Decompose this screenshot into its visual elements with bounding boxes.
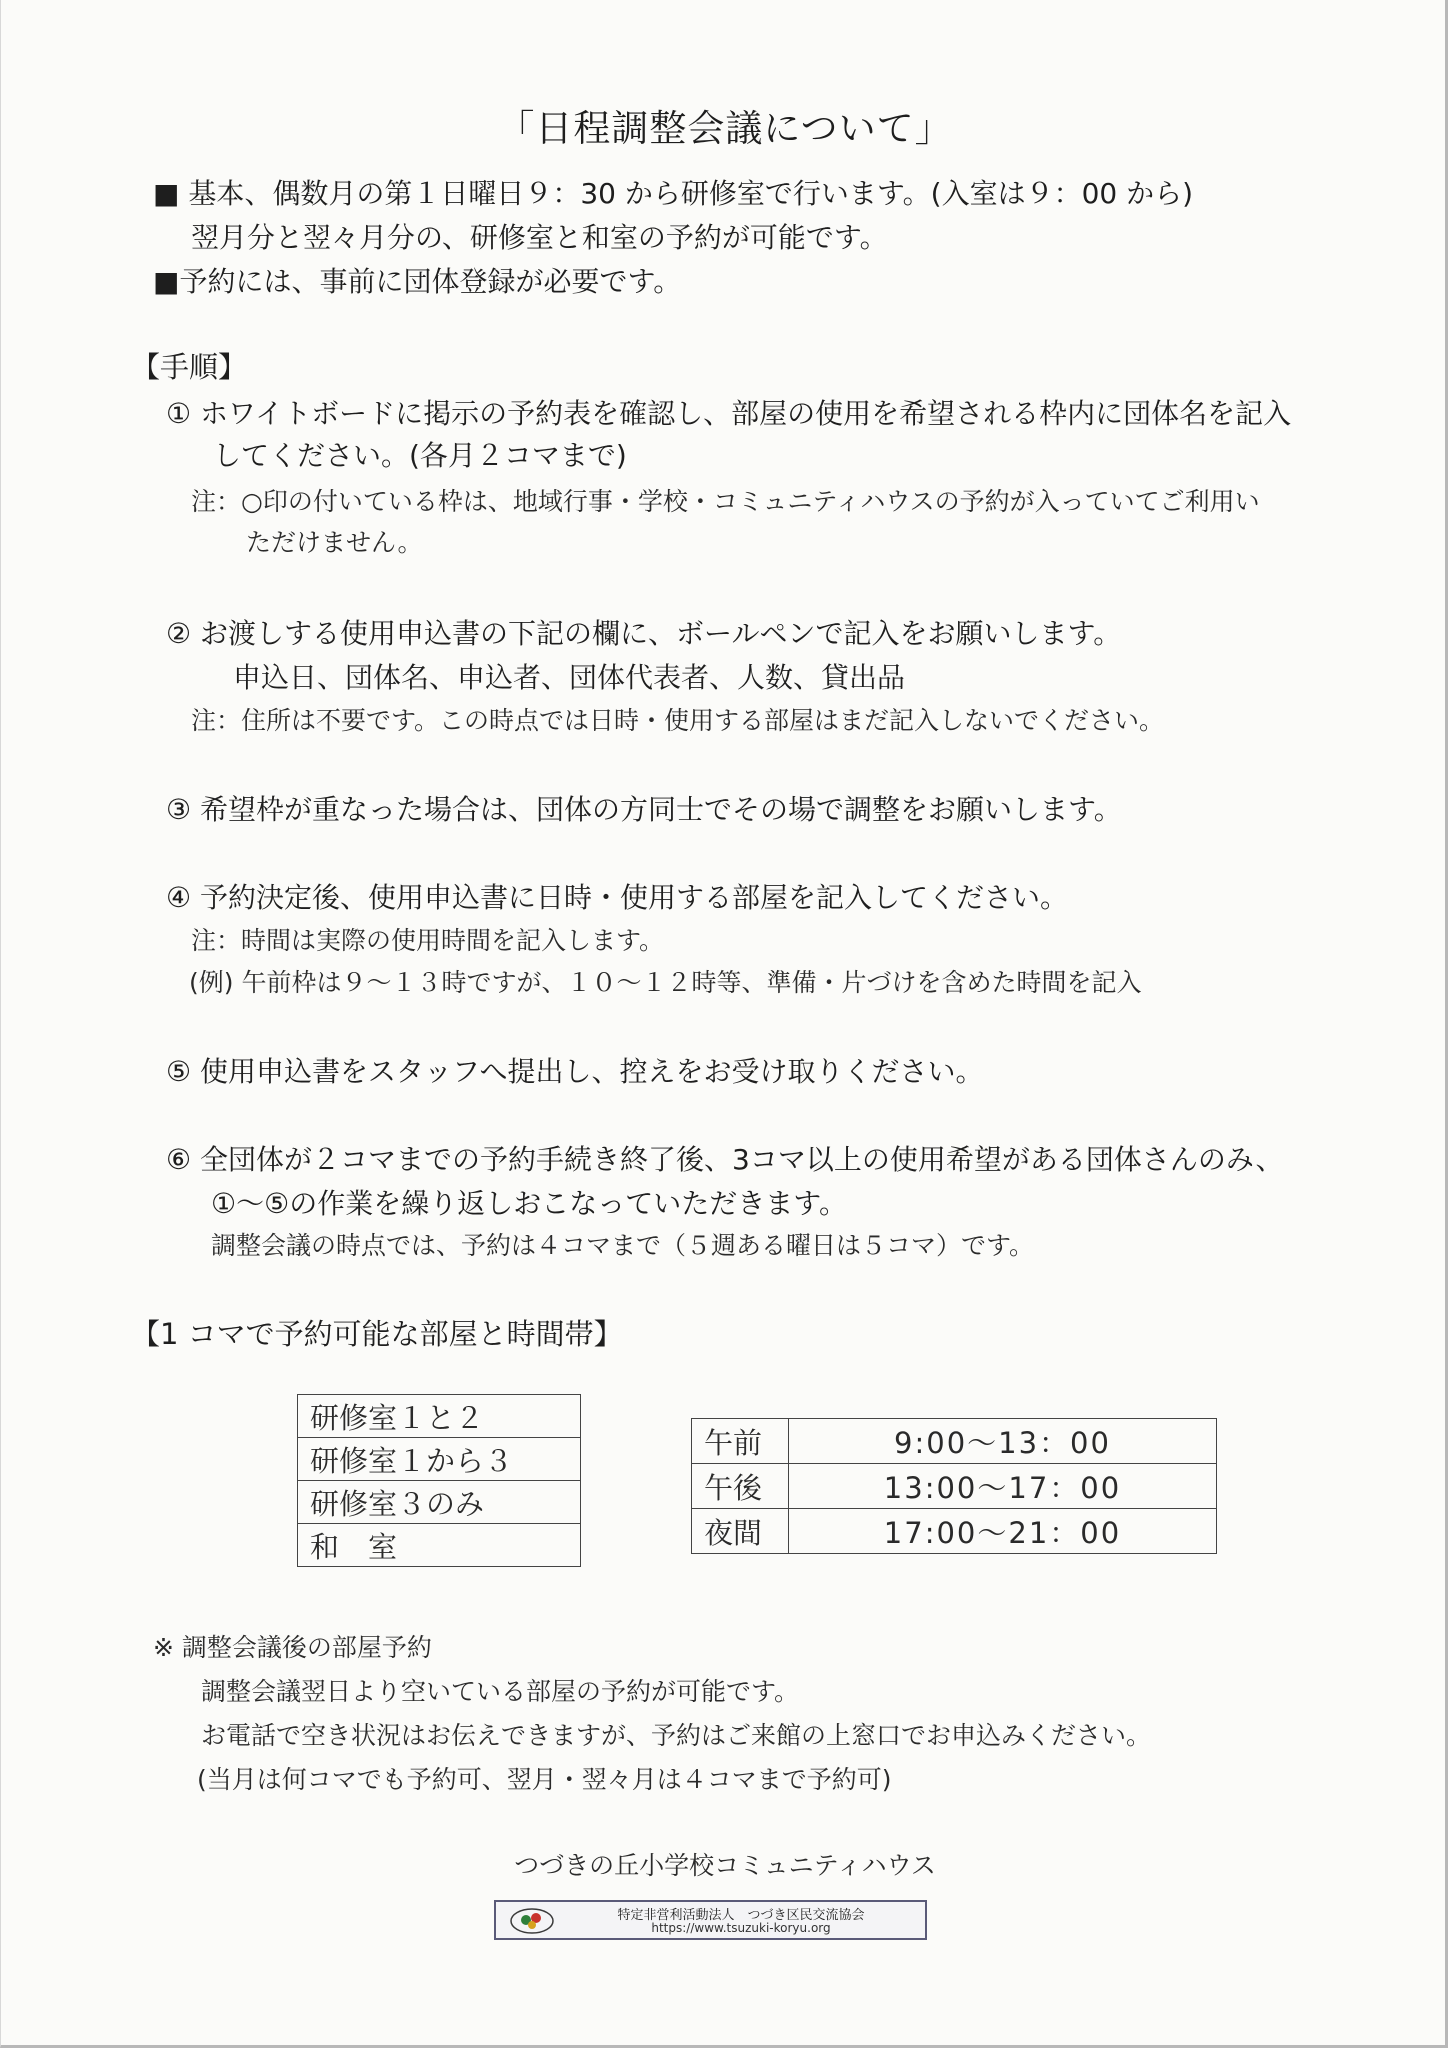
step-5-line-1: ⑤ 使用申込書をスタッフへ提出し、控えをお受け取りください。 <box>166 1055 984 1088</box>
slot-label: 午前 <box>692 1419 789 1464</box>
table-row <box>298 1481 581 1524</box>
room-cell: 研修室３のみ <box>298 1481 581 1524</box>
slot-label: 午後 <box>692 1464 789 1509</box>
after-line-1: 調整会議翌日より空いている部屋の予約が可能です。 <box>201 1677 800 1706</box>
table-row <box>692 1509 1217 1554</box>
footer-org-name: つづきの丘小学校コミュニティハウス <box>514 1851 936 1880</box>
rooms-heading: 【1 コマで予約可能な部屋と時間帯】 <box>131 1317 623 1351</box>
slot-time: 9:00～13：00 <box>789 1419 1217 1464</box>
logo-org-url: https://www.tsuzuki-koryu.org <box>651 1921 831 1935</box>
table-row <box>692 1419 1217 1464</box>
table-row <box>692 1464 1217 1509</box>
slot-label: 夜間 <box>692 1509 789 1554</box>
table-row <box>298 1524 581 1567</box>
organization-banner <box>494 1900 927 1940</box>
after-line-2: お電話で空き状況はお伝えできますが、予約はご来館の上窓口でお申込みください。 <box>201 1721 1152 1750</box>
step-6-note-1: 調整会議の時点では、予約は４コマまで（５週ある曜日は５コマ）です。 <box>211 1231 1035 1260</box>
organization-logo-icon <box>508 1905 556 1935</box>
rooms-table <box>297 1394 581 1567</box>
room-cell: 研修室１と２ <box>298 1395 581 1438</box>
step-4-line-1: ④ 予約決定後、使用申込書に日時・使用する部屋を記入してください。 <box>166 881 1069 914</box>
intro-line-2: 翌月分と翌々月分の、研修室と和室の予約が可能です。 <box>191 221 888 254</box>
step-2-line-1: ② お渡しする使用申込書の下記の欄に、ボールペンで記入をお願いします。 <box>166 617 1122 650</box>
slot-time: 13:00～17：00 <box>789 1464 1217 1509</box>
after-heading: ※ 調整会議後の部屋予約 <box>153 1633 432 1662</box>
page-title: 「日程調整会議について」 <box>497 107 953 150</box>
step-6-line-2: ①～⑤の作業を繰り返しおこなっていただきます。 <box>211 1187 847 1220</box>
step-2-note-1: 注：住所は不要です。この時点では日時・使用する部屋はまだ記入しないでください。 <box>191 706 1165 735</box>
intro-line-1: ■ 基本、偶数月の第１日曜日９：30 から研修室で行います。(入室は９：00 から) <box>153 177 1194 210</box>
intro-line-3: ■予約には、事前に団体登録が必要です。 <box>153 265 682 298</box>
logo-org-name: 特定非営利活動法人 つづき区民交流協会 <box>617 1908 865 1923</box>
after-line-3: (当月は何コマでも予約可、翌月・翌々月は４コマまで予約可) <box>197 1765 892 1794</box>
step-1-line-1: ① ホワイトボードに掲示の予約表を確認し、部屋の使用を希望される枠内に団体名を記入 <box>166 397 1292 430</box>
step-2-line-2: 申込日、団体名、申込者、団体代表者、人数、貸出品 <box>233 661 906 694</box>
step-4-note-2: (例) 午前枠は９～１３時ですが、１０～１２時等、準備・片づけを含めた時間を記入 <box>189 968 1142 997</box>
step-1-note-2: ただけません。 <box>246 528 423 557</box>
step-1-line-2: してください。(各月２コマまで) <box>213 439 627 472</box>
step-6-line-1: ⑥ 全団体が２コマまでの予約手続き終了後、3コマ以上の使用希望がある団体さんのみ、 <box>166 1143 1284 1176</box>
room-cell: 研修室１から３ <box>298 1438 581 1481</box>
table-row <box>298 1438 581 1481</box>
slot-time: 17:00～21：00 <box>789 1509 1217 1554</box>
time-slots-table <box>691 1418 1217 1554</box>
table-row <box>298 1395 581 1438</box>
step-3-line-1: ③ 希望枠が重なった場合は、団体の方同士でその場で調整をお願いします。 <box>166 793 1122 826</box>
procedure-heading: 【手順】 <box>131 350 248 384</box>
step-4-note-1: 注：時間は実際の使用時間を記入します。 <box>191 926 665 955</box>
room-cell: 和 室 <box>298 1524 581 1567</box>
step-1-note-1: 注：○印の付いている枠は、地域行事・学校・コミュニティハウスの予約が入っていてご利用い <box>191 487 1260 516</box>
